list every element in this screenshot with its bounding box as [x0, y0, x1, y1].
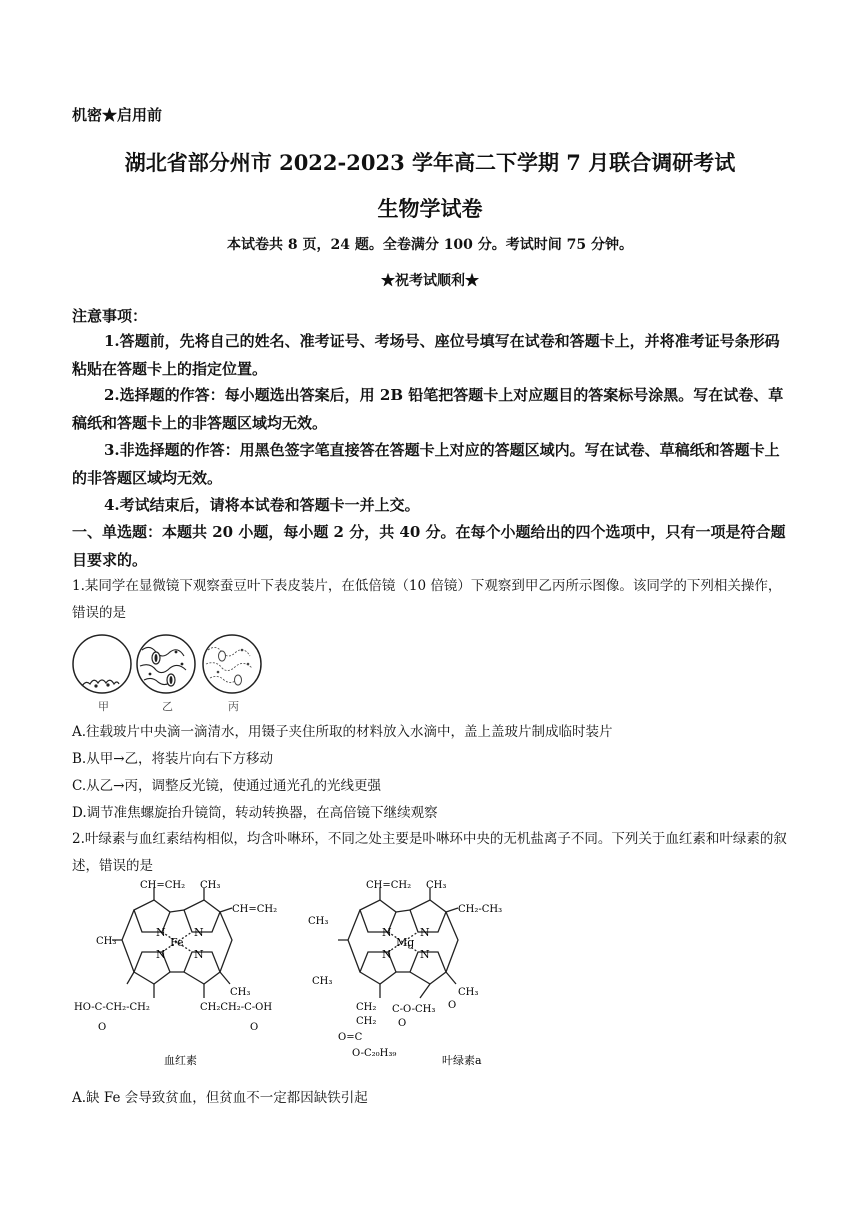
label-yi: 乙 — [162, 700, 173, 712]
good-luck-line: ★祝考试顺利★ — [381, 273, 479, 289]
view-yi — [137, 635, 195, 693]
heme-group-vinyl: CH=CH₂ — [140, 880, 186, 891]
chl-group-methyl: CH₃ — [426, 880, 447, 891]
chl-phytol: O-C₂₀H₃₉ — [352, 1048, 397, 1059]
chl-center-ion: Mg — [396, 936, 415, 949]
option-a: A.缺 Fe 会导致贫血，但贫血不一定都因缺铁引起 — [72, 1090, 368, 1106]
heme-caption: 血红素 — [164, 1054, 197, 1067]
exam-title: 湖北省部分州市 2022-2023 学年高二下学期 7 月联合调研考试 — [124, 150, 736, 175]
chl-n: N — [420, 948, 430, 961]
microscope-view-figure — [72, 630, 272, 712]
chlorophyll-structure-diagram — [308, 880, 508, 1075]
chlorophyll-caption: 叶绿素a — [442, 1054, 482, 1067]
view-jia — [73, 635, 131, 693]
heme-structure-diagram — [72, 880, 292, 1075]
section-heading: 一、单选题：本题共 20 小题，每小题 2 分，共 40 分。在每个小题给出的四个选项中，只有一项是符合题目要求的。 — [72, 523, 786, 569]
chl-methyl-ester: C-O-CH₃ — [392, 1004, 436, 1015]
notice-item: 3.非选择题的作答：用黑色签字笔直接答在答题卡上对应的答题区域内。写在试卷、草稿纸和答题卡上的非答题区域均无效。 — [72, 441, 780, 487]
chl-group-methyl-4: CH₃ — [458, 987, 479, 998]
chl-n: N — [382, 948, 392, 961]
question-stem: 2.叶绿素与血红素结构相似，均含卟啉环，不同之处主要是卟啉环中央的无机盐离子不同。下列关于血红素和叶绿素的叙述，错误的是 — [72, 831, 787, 874]
chl-group-ethyl: CH₂-CH₃ — [458, 904, 503, 915]
option-b: B.从甲→乙，将装片向右下方移动 — [72, 751, 274, 767]
notice-heading: 注意事项： — [72, 307, 148, 325]
heme-n: N — [194, 926, 204, 939]
chl-ch2: CH₂ — [356, 1016, 377, 1027]
heme-group-methyl-2: CH₃ — [96, 936, 117, 947]
heme-n: N — [194, 948, 204, 961]
chl-group-methyl-3: CH₃ — [312, 976, 333, 987]
exam-meta: 本试卷共 8 页，24 题。全卷满分 100 分。考试时间 75 分钟。 — [226, 237, 634, 253]
heme-center-ion: Fe — [170, 936, 184, 949]
option-c: C.从乙→丙，调整反光镜，使通过通光孔的光线更强 — [72, 778, 381, 794]
chl-n: N — [382, 926, 392, 939]
label-bing: 丙 — [228, 700, 239, 712]
heme-group-methyl-3: CH₃ — [230, 987, 251, 998]
notice-item: 4.考试结束后，请将本试卷和答题卡一并上交。 — [104, 496, 420, 514]
chl-n: N — [420, 926, 430, 939]
heme-n: N — [156, 948, 166, 961]
option-a: A.往载玻片中央滴一滴清水，用镊子夹住所取的材料放入水滴中，盖上盖玻片制成临时装片 — [72, 724, 613, 740]
heme-group-methyl: CH₃ — [200, 880, 221, 891]
chl-ester-carbonyl: O=C — [338, 1032, 363, 1043]
heme-group-vinyl-2: CH=CH₂ — [232, 904, 278, 915]
notice-item: 1.答题前，先将自己的姓名、准考证号、考场号、座位号填写在试卷和答题卡上，并将准考证号条形码粘贴在答题卡上的指定位置。 — [72, 332, 780, 378]
heme-carbonyl-o: O — [250, 1022, 259, 1033]
chl-ketone-o: O — [448, 1000, 457, 1011]
exam-subject-title: 生物学试卷 — [377, 196, 483, 221]
question-stem: 1.某同学在显微镜下观察蚕豆叶下表皮装片，在低倍镜（10 倍镜）下观察到甲乙丙所示图像。该同学的下列相关操作，错误的是 — [72, 578, 782, 621]
heme-propionate-left: HO-C-CH₂-CH₂ — [74, 1002, 150, 1013]
chl-group-vinyl: CH=CH₂ — [366, 880, 412, 891]
heme-propionate-right: CH₂CH₂-C-OH — [200, 1002, 273, 1013]
confidential-mark: 机密★启用前 — [72, 106, 163, 124]
label-jia: 甲 — [98, 700, 109, 712]
chl-ch2: CH₂ — [356, 1002, 377, 1013]
chl-ester-o: O — [398, 1018, 407, 1029]
chl-group-methyl-2: CH₃ — [308, 916, 329, 927]
option-d: D.调节准焦螺旋抬升镜筒，转动转换器，在高倍镜下继续观察 — [72, 805, 438, 821]
heme-carbonyl-o: O — [98, 1022, 107, 1033]
notice-item: 2.选择题的作答：每小题选出答案后，用 2B 铅笔把答题卡上对应题目的答案标号涂黑。写在试卷、草稿纸和答题卡上的非答题区域均无效。 — [72, 386, 784, 432]
heme-n: N — [156, 926, 166, 939]
view-bing — [203, 635, 261, 693]
